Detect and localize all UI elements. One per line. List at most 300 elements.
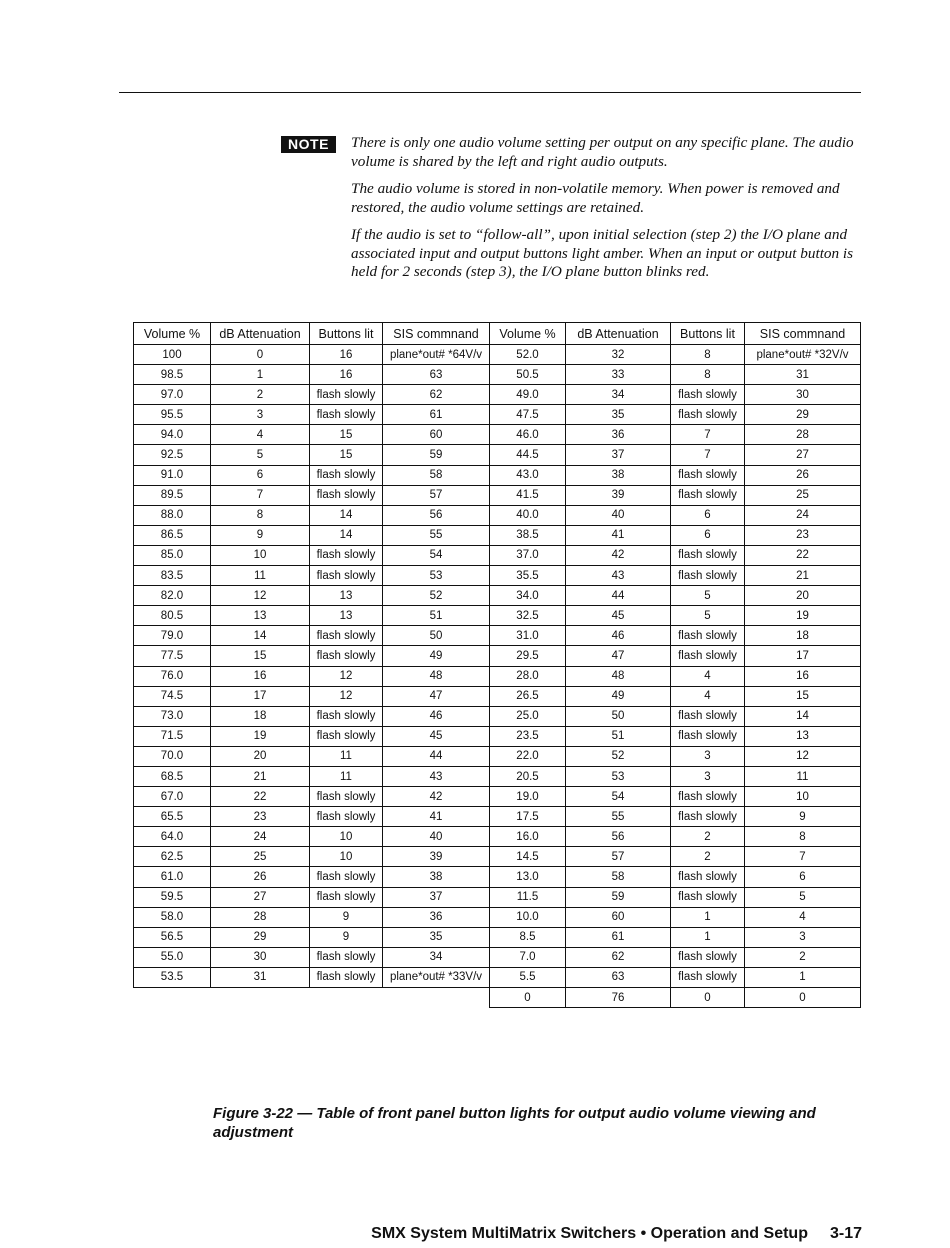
table-cell: 53 bbox=[566, 766, 671, 786]
table-cell: flash slowly bbox=[310, 706, 383, 726]
table-cell: 9 bbox=[310, 927, 383, 947]
page-footer bbox=[371, 1225, 862, 1243]
table-cell: plane*out# *64V/v bbox=[383, 345, 490, 365]
table-cell: 13 bbox=[310, 586, 383, 606]
table-cell: 33 bbox=[566, 365, 671, 385]
table-cell: flash slowly bbox=[671, 726, 745, 746]
table-cell: 11 bbox=[745, 766, 861, 786]
table-row bbox=[134, 465, 861, 485]
table-row bbox=[134, 545, 861, 565]
table-cell: 50.5 bbox=[490, 365, 566, 385]
table-cell: 46.0 bbox=[490, 425, 566, 445]
table-cell: 26.5 bbox=[490, 686, 566, 706]
table-cell: 55 bbox=[383, 525, 490, 545]
note-badge: NOTE bbox=[281, 136, 336, 153]
table-cell: 14 bbox=[310, 505, 383, 525]
table-cell: 59 bbox=[383, 445, 490, 465]
table-cell: 61 bbox=[383, 405, 490, 425]
table-cell: 39 bbox=[566, 485, 671, 505]
table-cell bbox=[310, 988, 383, 1008]
table-cell: 4 bbox=[745, 907, 861, 927]
table-cell: flash slowly bbox=[310, 787, 383, 807]
table-cell: 28 bbox=[745, 425, 861, 445]
table-header-row bbox=[134, 323, 861, 345]
table-cell: 44.5 bbox=[490, 445, 566, 465]
table-cell: 41.5 bbox=[490, 485, 566, 505]
table-cell: 10.0 bbox=[490, 907, 566, 927]
table-cell: 54 bbox=[566, 787, 671, 807]
top-rule bbox=[119, 92, 861, 93]
table-cell: 56 bbox=[566, 827, 671, 847]
table-cell: 3 bbox=[671, 766, 745, 786]
table-cell: 36 bbox=[383, 907, 490, 927]
table-cell: plane*out# *32V/v bbox=[745, 345, 861, 365]
column-header: Buttons lit bbox=[671, 323, 745, 345]
table-row bbox=[134, 887, 861, 907]
table-cell: flash slowly bbox=[310, 967, 383, 987]
table-cell: 31 bbox=[745, 365, 861, 385]
footer-title: SMX System MultiMatrix Switchers • Operation and Setup bbox=[371, 1225, 808, 1242]
table-cell: 63 bbox=[566, 967, 671, 987]
table-cell: 67.0 bbox=[134, 787, 211, 807]
table-cell: 39 bbox=[383, 847, 490, 867]
table-cell: 23 bbox=[745, 525, 861, 545]
table-cell: 62 bbox=[566, 947, 671, 967]
table-cell: flash slowly bbox=[310, 726, 383, 746]
table-row bbox=[134, 345, 861, 365]
table-cell: plane*out# *33V/v bbox=[383, 967, 490, 987]
table-cell: flash slowly bbox=[310, 465, 383, 485]
table-cell: 6 bbox=[671, 525, 745, 545]
table-row bbox=[134, 787, 861, 807]
table-cell: 45 bbox=[566, 606, 671, 626]
table-cell: 31 bbox=[211, 967, 310, 987]
table-cell: 23 bbox=[211, 807, 310, 827]
table-cell: flash slowly bbox=[671, 566, 745, 586]
table-cell: 35.5 bbox=[490, 566, 566, 586]
table-cell: 59.5 bbox=[134, 887, 211, 907]
table-cell: 12 bbox=[211, 586, 310, 606]
table-cell: 34 bbox=[566, 385, 671, 405]
table-cell: 11 bbox=[310, 746, 383, 766]
table-cell: 17.5 bbox=[490, 807, 566, 827]
page-number: 3-17 bbox=[829, 1225, 862, 1242]
table-cell: 43 bbox=[566, 566, 671, 586]
table-cell: 28 bbox=[211, 907, 310, 927]
table-cell: 27 bbox=[745, 445, 861, 465]
table-cell: 6 bbox=[671, 505, 745, 525]
table-cell: 61 bbox=[566, 927, 671, 947]
table-cell: 48 bbox=[383, 666, 490, 686]
table-cell: 16 bbox=[745, 666, 861, 686]
table-cell: 49.0 bbox=[490, 385, 566, 405]
table-cell: 7 bbox=[745, 847, 861, 867]
table-cell: 40.0 bbox=[490, 505, 566, 525]
table-cell: 7.0 bbox=[490, 947, 566, 967]
table-cell: 41 bbox=[566, 525, 671, 545]
table-cell: 88.0 bbox=[134, 505, 211, 525]
table-cell: flash slowly bbox=[671, 947, 745, 967]
table-cell: 7 bbox=[671, 425, 745, 445]
table-cell: flash slowly bbox=[671, 385, 745, 405]
table-cell: 56.5 bbox=[134, 927, 211, 947]
table-cell: flash slowly bbox=[310, 385, 383, 405]
table-cell bbox=[134, 988, 211, 1008]
table-cell: 16 bbox=[211, 666, 310, 686]
table-cell: 97.0 bbox=[134, 385, 211, 405]
table-cell: flash slowly bbox=[671, 465, 745, 485]
table-cell: flash slowly bbox=[671, 646, 745, 666]
table-cell: flash slowly bbox=[671, 887, 745, 907]
table-cell: 76.0 bbox=[134, 666, 211, 686]
table-cell: 48 bbox=[566, 666, 671, 686]
table-cell: flash slowly bbox=[671, 967, 745, 987]
table-cell: flash slowly bbox=[310, 947, 383, 967]
table-cell: 80.5 bbox=[134, 606, 211, 626]
table-cell: 40 bbox=[383, 827, 490, 847]
table-cell: 27 bbox=[211, 887, 310, 907]
table-cell: 13 bbox=[211, 606, 310, 626]
table-cell: 26 bbox=[745, 465, 861, 485]
note-paragraph: There is only one audio volume setting per output on any specific plane. The audio volume is shared by the left and right audio outputs. bbox=[351, 134, 854, 170]
table-row bbox=[134, 726, 861, 746]
table-cell: flash slowly bbox=[310, 566, 383, 586]
table-cell: flash slowly bbox=[310, 405, 383, 425]
table-cell: 49 bbox=[383, 646, 490, 666]
table-cell: 38.5 bbox=[490, 525, 566, 545]
table-cell: 42 bbox=[383, 787, 490, 807]
table-cell: 10 bbox=[310, 847, 383, 867]
table-cell: 44 bbox=[383, 746, 490, 766]
table-cell: 44 bbox=[566, 586, 671, 606]
table-cell: 4 bbox=[211, 425, 310, 445]
table-row bbox=[134, 867, 861, 887]
column-header: Volume % bbox=[490, 323, 566, 345]
table-cell: 1 bbox=[211, 365, 310, 385]
table-cell: 11 bbox=[310, 766, 383, 786]
table-row bbox=[134, 847, 861, 867]
table-cell: 3 bbox=[211, 405, 310, 425]
table-cell: 2 bbox=[211, 385, 310, 405]
column-header: dB Attenuation bbox=[566, 323, 671, 345]
table-row bbox=[134, 646, 861, 666]
table-cell: 58 bbox=[383, 465, 490, 485]
table-cell: 65.5 bbox=[134, 807, 211, 827]
table-cell: 20 bbox=[211, 746, 310, 766]
table-cell: 56 bbox=[383, 505, 490, 525]
note-paragraph: The audio volume is stored in non-volatile memory. When power is removed and restored, the audio volume settings are retained. bbox=[351, 180, 840, 216]
table-row bbox=[134, 586, 861, 606]
table-cell: 6 bbox=[211, 465, 310, 485]
table-cell: 14 bbox=[211, 626, 310, 646]
table-cell: 4 bbox=[671, 666, 745, 686]
table-cell: 21 bbox=[211, 766, 310, 786]
table-cell: flash slowly bbox=[671, 807, 745, 827]
table-cell: 17 bbox=[745, 646, 861, 666]
table-cell: 10 bbox=[211, 545, 310, 565]
table-cell: 7 bbox=[671, 445, 745, 465]
table-cell: 0 bbox=[211, 345, 310, 365]
column-header: dB Attenuation bbox=[211, 323, 310, 345]
table-cell: 62.5 bbox=[134, 847, 211, 867]
column-header: Volume % bbox=[134, 323, 211, 345]
figure-caption: Figure 3-22 — Table of front panel button lights for output audio volume viewing and adjustment bbox=[213, 1105, 816, 1141]
table-cell: 13 bbox=[310, 606, 383, 626]
table-cell: 71.5 bbox=[134, 726, 211, 746]
note-text bbox=[351, 134, 863, 291]
table-cell: 18 bbox=[211, 706, 310, 726]
table-cell: 37 bbox=[383, 887, 490, 907]
table-cell: 4 bbox=[671, 686, 745, 706]
table-cell: 76 bbox=[566, 988, 671, 1008]
table-cell: 52 bbox=[566, 746, 671, 766]
table-cell: 40 bbox=[566, 505, 671, 525]
table-row bbox=[134, 706, 861, 726]
table-cell: 47 bbox=[566, 646, 671, 666]
table-cell: 9 bbox=[211, 525, 310, 545]
table-cell: 58.0 bbox=[134, 907, 211, 927]
table-cell: 98.5 bbox=[134, 365, 211, 385]
table-cell: 24 bbox=[211, 827, 310, 847]
table-cell: 20 bbox=[745, 586, 861, 606]
table-cell: 16.0 bbox=[490, 827, 566, 847]
table-cell: 2 bbox=[671, 847, 745, 867]
table-cell: 79.0 bbox=[134, 626, 211, 646]
column-header: SIS commnand bbox=[383, 323, 490, 345]
table-cell: 55.0 bbox=[134, 947, 211, 967]
table-cell: 35 bbox=[566, 405, 671, 425]
table-cell: 37 bbox=[566, 445, 671, 465]
table-cell: 59 bbox=[566, 887, 671, 907]
table-cell: 14.5 bbox=[490, 847, 566, 867]
table-cell: 43.0 bbox=[490, 465, 566, 485]
table-cell: 1 bbox=[671, 907, 745, 927]
table-cell: 34 bbox=[383, 947, 490, 967]
table-cell: 58 bbox=[566, 867, 671, 887]
table-row bbox=[134, 566, 861, 586]
table-cell: 85.0 bbox=[134, 545, 211, 565]
table-cell: 46 bbox=[566, 626, 671, 646]
table-cell: 0 bbox=[671, 988, 745, 1008]
table-cell: 49 bbox=[566, 686, 671, 706]
table-cell: 57 bbox=[566, 847, 671, 867]
table-cell: 3 bbox=[671, 746, 745, 766]
table-cell: 21 bbox=[745, 566, 861, 586]
table-cell: 22 bbox=[745, 545, 861, 565]
table-cell: 8 bbox=[671, 365, 745, 385]
table-cell bbox=[211, 988, 310, 1008]
table-cell: 46 bbox=[383, 706, 490, 726]
table-row bbox=[134, 927, 861, 947]
table-cell: 34.0 bbox=[490, 586, 566, 606]
table-cell: 12 bbox=[745, 746, 861, 766]
table-cell bbox=[383, 988, 490, 1008]
table-cell: 6 bbox=[745, 867, 861, 887]
table-row bbox=[134, 505, 861, 525]
table-cell: 26 bbox=[211, 867, 310, 887]
table-cell: 15 bbox=[745, 686, 861, 706]
table-cell: 19.0 bbox=[490, 787, 566, 807]
table-cell: 31.0 bbox=[490, 626, 566, 646]
table-cell: 60 bbox=[566, 907, 671, 927]
table-cell: flash slowly bbox=[671, 545, 745, 565]
table-cell: flash slowly bbox=[671, 485, 745, 505]
table-row bbox=[134, 365, 861, 385]
table-cell: 51 bbox=[383, 606, 490, 626]
table-cell: 8 bbox=[671, 345, 745, 365]
table-cell: 29 bbox=[211, 927, 310, 947]
table-cell: 13 bbox=[745, 726, 861, 746]
table-row bbox=[134, 827, 861, 847]
table-cell: 73.0 bbox=[134, 706, 211, 726]
table-cell: 38 bbox=[566, 465, 671, 485]
table-cell: 57 bbox=[383, 485, 490, 505]
table-cell: 25 bbox=[211, 847, 310, 867]
table-row bbox=[134, 385, 861, 405]
table-cell: 41 bbox=[383, 807, 490, 827]
table-cell: 22.0 bbox=[490, 746, 566, 766]
table-cell: 20.5 bbox=[490, 766, 566, 786]
table-row bbox=[134, 626, 861, 646]
note-paragraph: If the audio is set to “follow-all”, upon initial selection (step 2) the I/O plane and associated input and output buttons light amber. When an input or output button is held for 2 seconds (step 3), the I/O plane button blinks red. bbox=[351, 226, 854, 280]
table-cell: flash slowly bbox=[310, 887, 383, 907]
table-cell: 47 bbox=[383, 686, 490, 706]
table-cell: 19 bbox=[745, 606, 861, 626]
table-cell: 0 bbox=[490, 988, 566, 1008]
table-cell: 24 bbox=[745, 505, 861, 525]
table-cell: flash slowly bbox=[310, 485, 383, 505]
table-cell: 25.0 bbox=[490, 706, 566, 726]
table-row bbox=[134, 766, 861, 786]
table-cell: 28.0 bbox=[490, 666, 566, 686]
table-cell: 60 bbox=[383, 425, 490, 445]
table-cell: 8 bbox=[745, 827, 861, 847]
table-cell: 77.5 bbox=[134, 646, 211, 666]
table-cell: 61.0 bbox=[134, 867, 211, 887]
table-cell: 16 bbox=[310, 345, 383, 365]
table-cell: flash slowly bbox=[671, 867, 745, 887]
table-row bbox=[134, 686, 861, 706]
table-cell: 37.0 bbox=[490, 545, 566, 565]
table-cell: 63 bbox=[383, 365, 490, 385]
table-row bbox=[134, 988, 861, 1008]
table-cell: flash slowly bbox=[310, 646, 383, 666]
table-cell: flash slowly bbox=[310, 867, 383, 887]
table-cell: 22 bbox=[211, 787, 310, 807]
table-cell: 36 bbox=[566, 425, 671, 445]
table-cell: 53.5 bbox=[134, 967, 211, 987]
table-cell: 68.5 bbox=[134, 766, 211, 786]
table-cell: 64.0 bbox=[134, 827, 211, 847]
table-cell: 15 bbox=[310, 445, 383, 465]
table-cell: 9 bbox=[745, 807, 861, 827]
table-cell: 2 bbox=[671, 827, 745, 847]
table-row bbox=[134, 907, 861, 927]
table-cell: 13.0 bbox=[490, 867, 566, 887]
table-row bbox=[134, 405, 861, 425]
table-cell: 23.5 bbox=[490, 726, 566, 746]
table-cell: 47.5 bbox=[490, 405, 566, 425]
table-cell: 83.5 bbox=[134, 566, 211, 586]
table-cell: 5 bbox=[211, 445, 310, 465]
table-row bbox=[134, 606, 861, 626]
table-cell: flash slowly bbox=[671, 787, 745, 807]
table-cell: 32 bbox=[566, 345, 671, 365]
table-cell: 43 bbox=[383, 766, 490, 786]
column-header: Buttons lit bbox=[310, 323, 383, 345]
table-cell: 52 bbox=[383, 586, 490, 606]
table-cell: 38 bbox=[383, 867, 490, 887]
table-cell: 12 bbox=[310, 666, 383, 686]
table-cell: 86.5 bbox=[134, 525, 211, 545]
table-cell: flash slowly bbox=[310, 626, 383, 646]
table-cell: 30 bbox=[211, 947, 310, 967]
table-cell: 7 bbox=[211, 485, 310, 505]
table-cell: 3 bbox=[745, 927, 861, 947]
table-cell: 30 bbox=[745, 385, 861, 405]
table-cell: 94.0 bbox=[134, 425, 211, 445]
table-row bbox=[134, 485, 861, 505]
table-cell: 8 bbox=[211, 505, 310, 525]
table-cell: 29 bbox=[745, 405, 861, 425]
table-cell: 50 bbox=[383, 626, 490, 646]
table-cell: 100 bbox=[134, 345, 211, 365]
table-cell: 45 bbox=[383, 726, 490, 746]
table-cell: 12 bbox=[310, 686, 383, 706]
table-cell: 8.5 bbox=[490, 927, 566, 947]
table-cell: 5.5 bbox=[490, 967, 566, 987]
table-cell: 91.0 bbox=[134, 465, 211, 485]
table-cell: 19 bbox=[211, 726, 310, 746]
table-cell: 55 bbox=[566, 807, 671, 827]
table-cell: 32.5 bbox=[490, 606, 566, 626]
table-cell: flash slowly bbox=[671, 706, 745, 726]
table-cell: 62 bbox=[383, 385, 490, 405]
table-cell: 10 bbox=[310, 827, 383, 847]
table-cell: 50 bbox=[566, 706, 671, 726]
table-cell: 70.0 bbox=[134, 746, 211, 766]
table-cell: 52.0 bbox=[490, 345, 566, 365]
table-cell: 15 bbox=[310, 425, 383, 445]
table-row bbox=[134, 445, 861, 465]
table-cell: 11 bbox=[211, 566, 310, 586]
table-cell: 2 bbox=[745, 947, 861, 967]
table-cell: 1 bbox=[745, 967, 861, 987]
table-cell: 51 bbox=[566, 726, 671, 746]
table-row bbox=[134, 525, 861, 545]
table-row bbox=[134, 807, 861, 827]
column-header: SIS commnand bbox=[745, 323, 861, 345]
table-cell: 11.5 bbox=[490, 887, 566, 907]
table-cell: flash slowly bbox=[671, 405, 745, 425]
table-cell: flash slowly bbox=[310, 807, 383, 827]
table-cell: 14 bbox=[310, 525, 383, 545]
volume-table bbox=[133, 322, 861, 1008]
table-cell: 1 bbox=[671, 927, 745, 947]
table-row bbox=[134, 666, 861, 686]
table-cell: 82.0 bbox=[134, 586, 211, 606]
table-cell: 16 bbox=[310, 365, 383, 385]
table-cell: 95.5 bbox=[134, 405, 211, 425]
table-cell: 14 bbox=[745, 706, 861, 726]
table-cell: 42 bbox=[566, 545, 671, 565]
table-row bbox=[134, 425, 861, 445]
table-cell: 18 bbox=[745, 626, 861, 646]
table-cell: 92.5 bbox=[134, 445, 211, 465]
table-cell: 35 bbox=[383, 927, 490, 947]
table-cell: flash slowly bbox=[310, 545, 383, 565]
table-cell: 9 bbox=[310, 907, 383, 927]
